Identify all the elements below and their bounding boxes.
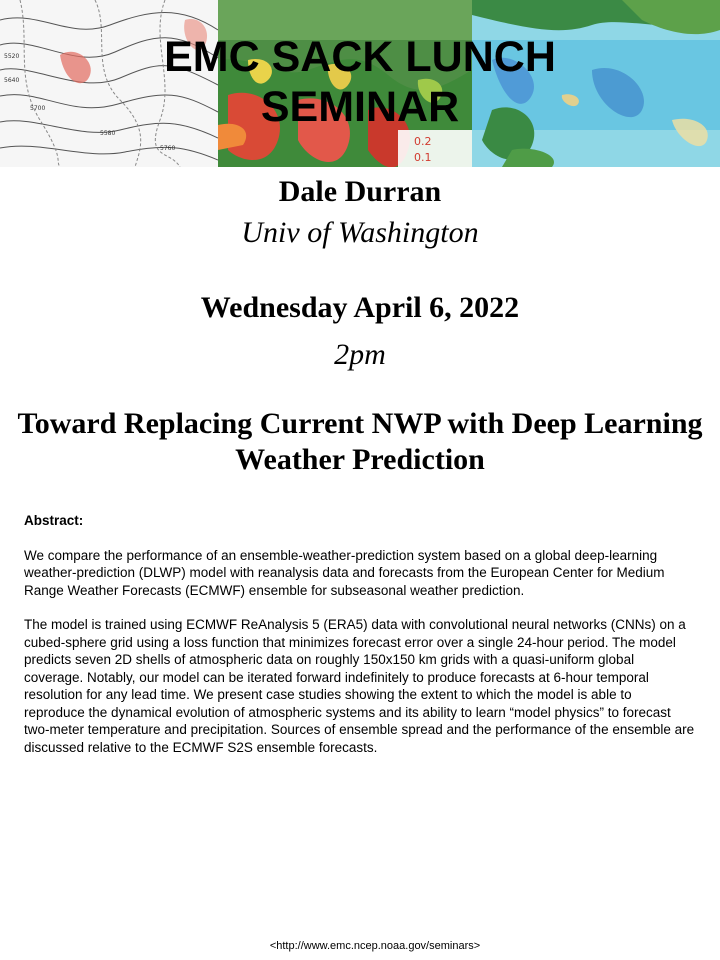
seminar-time: 2pm — [334, 338, 386, 371]
contour-label: 5580 — [100, 130, 116, 137]
abstract-paragraph: We compare the performance of an ensemble-weather-prediction system based on a global deep-learning weather-prediction (DLWP) model with reanalysis data and forecasts from the European Center for Medium Range Weather Forecasts (ECMWF) ensemble for subseasonal weather prediction. — [24, 547, 665, 598]
abstract-paragraph: The model is trained using ECMWF ReAnalysis 5 (ERA5) data with convolutional neural networks (CNNs) on a cubed-sphere grid using a loss function that minimizes forecast error over a single 24-hour period. The model predicts seven 2D shells of atmospheric data on roughly 150x150 km grids with a quasi-uniform global coverage. Notably, our model can be iterated forward indefinitely to produce forecasts at 6-hour temporal resolution for any lead time. We present case studies showing the extent to which the model is able to reproduce the dynamical evolution of atmospheric systems and its ability to learn “model physics” to forecast two-meter temperature and precipitation. Sources of ensemble spread and the performance of the ensemble are discussed relative to the ECMWF S2S ensemble forecasts. — [24, 617, 695, 755]
contour-label: 5640 — [4, 77, 20, 84]
contour-label: 5760 — [160, 145, 176, 152]
header-banner — [0, 0, 720, 167]
seminar-url[interactable]: <http://www.emc.ncep.noaa.gov/seminars> — [269, 940, 481, 952]
seminar-date: Wednesday April 6, 2022 — [200, 291, 520, 324]
map-legend-value: 0.1 — [414, 151, 432, 164]
speaker-name: Dale Durran — [278, 175, 442, 208]
abstract-section — [24, 512, 696, 773]
contour-label: 5700 — [30, 105, 46, 112]
map-legend-value: 0.2 — [414, 135, 432, 148]
talk-title: Toward Replacing Current NWP with Deep Learning Weather Prediction — [17, 407, 703, 476]
contour-label: 5520 — [4, 53, 20, 60]
speaker-affiliation: Univ of Washington — [241, 216, 479, 249]
abstract-heading: Abstract: — [24, 513, 84, 528]
seminar-title: EMC SACK LUNCH SEMINAR — [164, 33, 556, 131]
